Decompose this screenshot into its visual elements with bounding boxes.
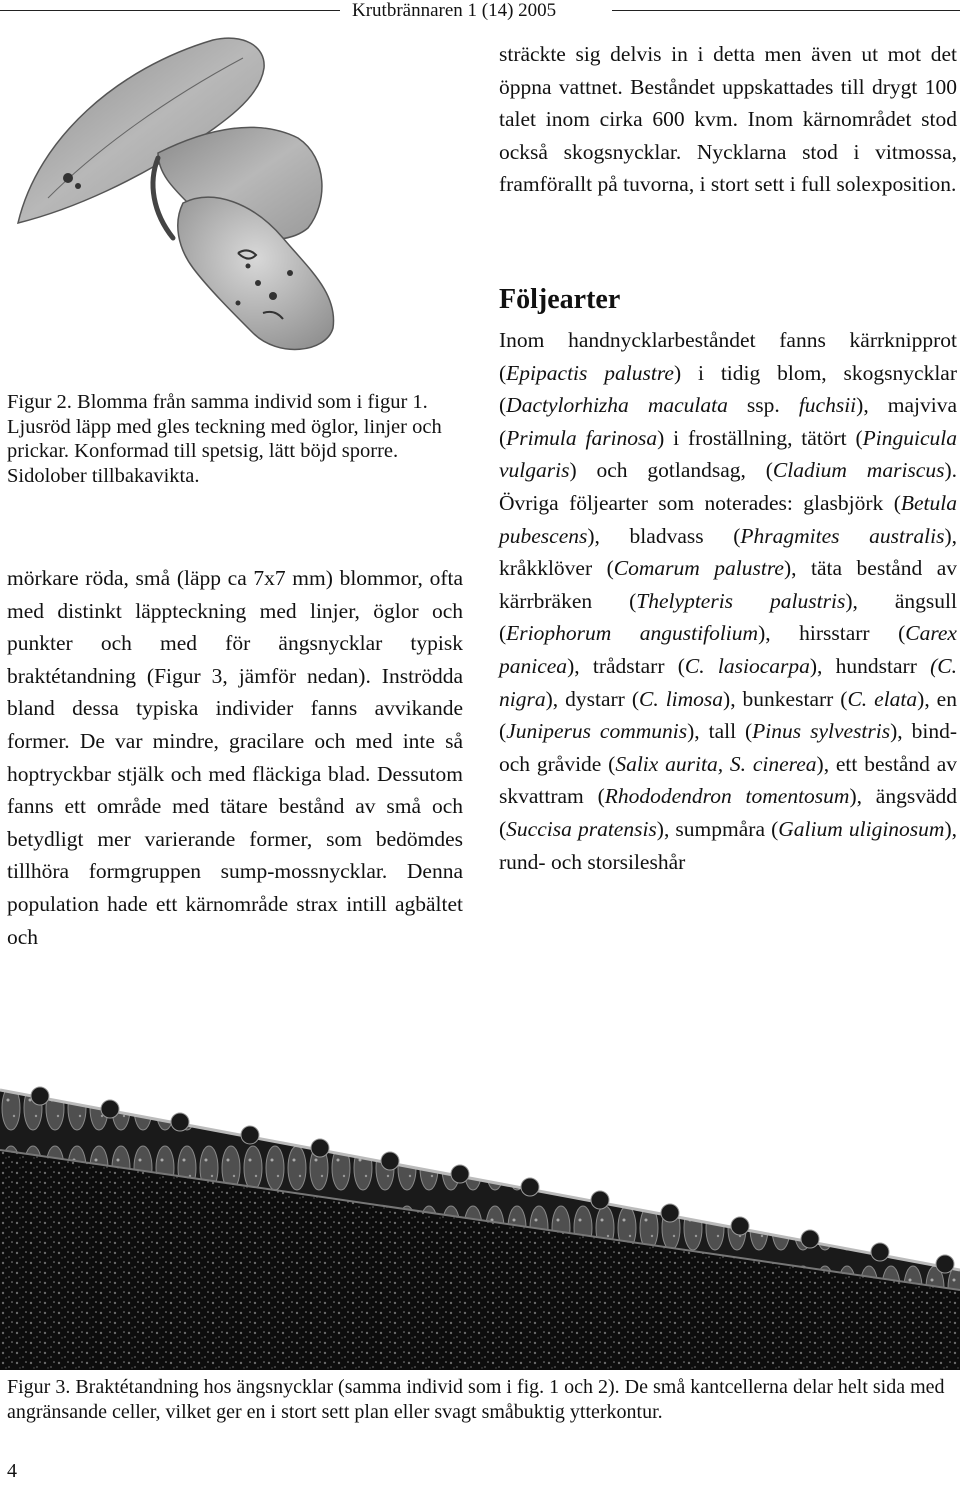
header-rule-left (0, 10, 340, 11)
right-paragraph-2: Inom handnycklarbeståndet fanns kärrknipprot (Epipactis palustre) i tidig blom, skogsnycklar (Dactylorhizha maculata ssp. fuchsii), majviva (Primula farinosa) i froställning, tätört (Pinguicula vulgaris) och gotlandsag, (Cladium mariscus). Övriga följearter som noterades: glasbjörk (Betula pubescens), bladvass (Phragmites australis), kråkklöver (Comarum palustre), täta bestånd av kärrbräken (Thelypteris palustris), ängsull (Eriophorum angustifolium), hirsstarr (Carex panicea), trådstarr (C. lasiocarpa), hundstarr (C. nigra), dystarr (C. limosa), bunkestarr (C. elata), en (Juniperus communis), tall (Pinus sylvestris), bind- och gråvide (Salix aurita, S. cinerea), ett bestånd av skvattram (Rhododendron tomentosum), ängsvädd (Succisa pratensis), sumpmåra (Galium uliginosum), rund- och storsileshår (499, 328, 958, 874)
left-paragraph: mörkare röda, små (läpp ca 7x7 mm) blommor, ofta med distinkt läppteckning med linjer, öglor och punkter och med för ängsnycklar typisk braktétandning (Figur 3, jämför nedan). Inströdda bland dessa typiska individer fanns avvikande former. De var mindre, gracilare och med inte så hoptryckbar stjälk och med fläckiga blad. Dessutom fanns ett område med tätare bestånd av små och betydligt mer varierande former, som bedömdes tillhöra formgruppen sump-mossnycklar. Denna population hade ett kärnområde strax intill agbältet och (7, 566, 463, 949)
page-number: 4 (7, 1460, 17, 1482)
flower-photo (8, 28, 348, 358)
bract-micrograph (0, 1080, 960, 1370)
figure-3-caption: Figur 3. Braktétandning hos ängsnycklar (samma individ som i fig. 1 och 2). De små kantcellerna delar helt sida med angränsande celler, vilket ger en i stort sett plan eller svagt småbuktig ytterkontur. (7, 1376, 945, 1423)
left-column-body (7, 562, 463, 953)
right-paragraph-1: sträckte sig delvis in i detta men även ut mot det öppna vattnet. Beståndet uppskattades till drygt 100 talet inom cirka 600 kvm. Inom kärnområdet stod också skogsnycklar. Nycklarna stod i vitmossa, framförallt på tuvorna, i stort sett i full solexposition. (499, 42, 957, 196)
section-heading: Följearter (499, 284, 621, 315)
figure-2-caption: Figur 2. Blomma från samma individ som i figur 1. Ljusröd läpp med gles teckning med öglor, linjer och prickar. Konformad till spetsig, lätt böjd sporre. Sidolober tillbakavikta. (7, 391, 442, 487)
running-header (0, 0, 960, 22)
right-column-follow (499, 324, 957, 878)
header-rule-right (612, 10, 960, 11)
right-column-top (499, 38, 957, 201)
journal-title: Krutbrännaren 1 (14) 2005 (352, 0, 557, 21)
